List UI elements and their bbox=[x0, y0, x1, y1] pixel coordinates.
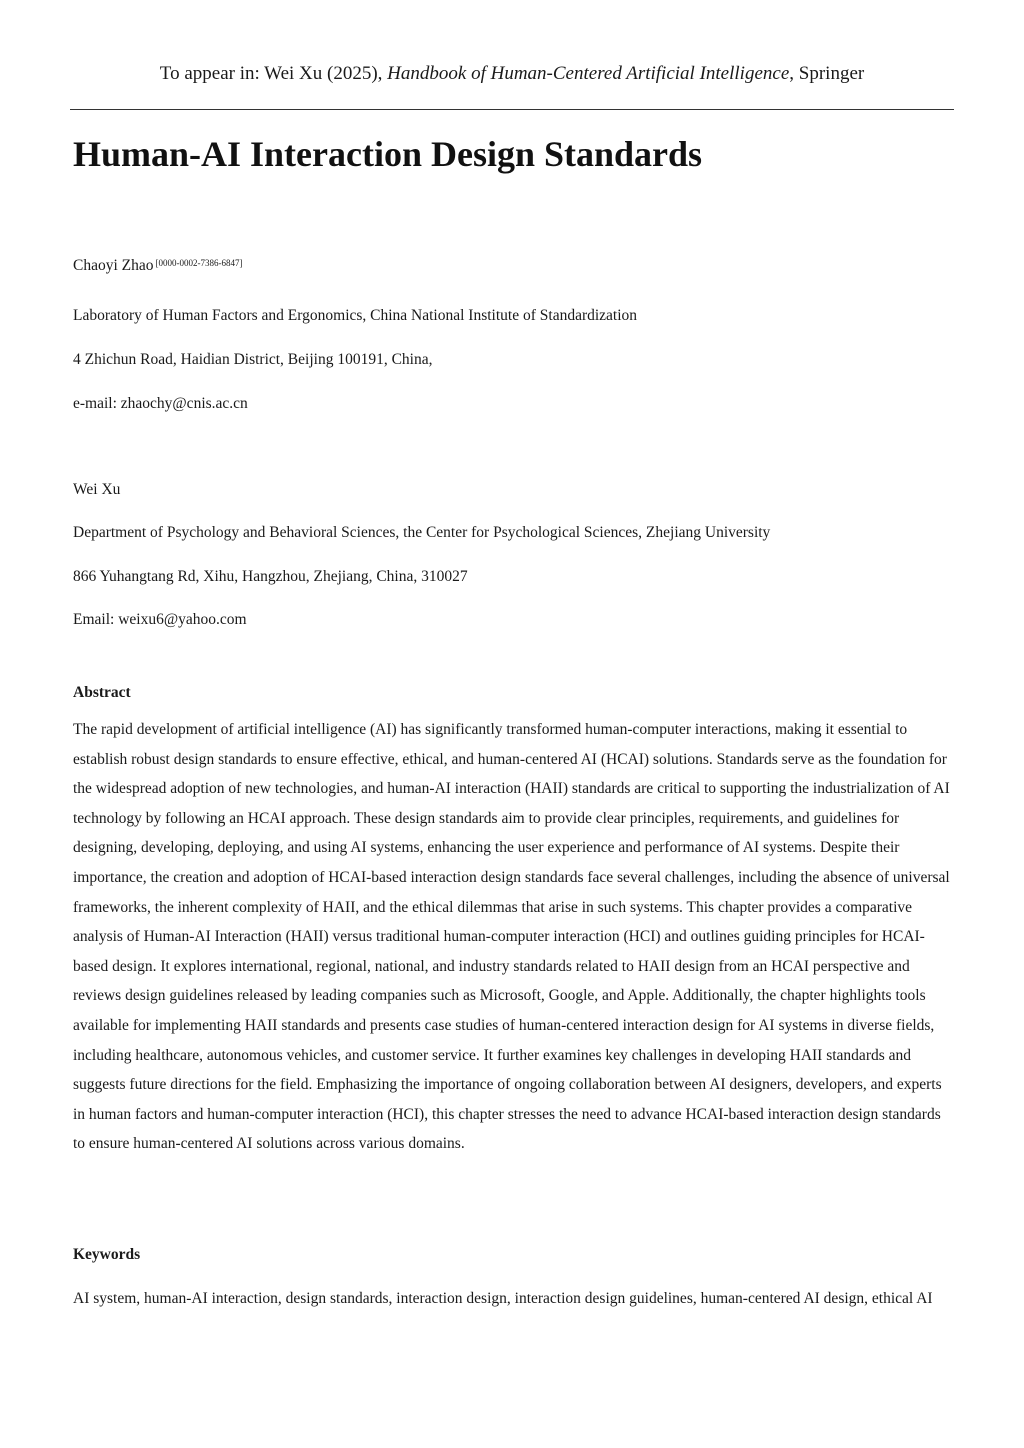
abstract-heading: Abstract bbox=[73, 684, 131, 701]
header-suffix: , Springer bbox=[789, 63, 865, 84]
page-title: Human-AI Interaction Design Standards bbox=[73, 134, 703, 174]
author-1-name: Chaoyi Zhao bbox=[73, 257, 154, 274]
author-2-name: Wei Xu bbox=[73, 481, 121, 498]
author-2-address: 866 Yuhangtang Rd, Xihu, Hangzhou, Zhejiang, China, 310027 bbox=[73, 568, 468, 585]
author-1-email: e-mail: zhaochy@cnis.ac.cn bbox=[73, 395, 248, 412]
author-1-orcid: [0000-0002-7386-6847] bbox=[155, 258, 243, 268]
author-1-address: 4 Zhichun Road, Haidian District, Beijing 100191, China, bbox=[73, 351, 433, 368]
author-1-affiliation: Laboratory of Human Factors and Ergonomics, China National Institute of Standardization bbox=[73, 307, 638, 324]
header-book-title: Handbook of Human-Centered Artificial Intelligence bbox=[387, 63, 790, 84]
header-prefix: To appear in: Wei Xu (2025), bbox=[159, 63, 388, 84]
author-2-affiliation: Department of Psychology and Behavioral Sciences, the Center for Psychological Sciences, Zhejiang University bbox=[73, 524, 771, 541]
keywords-body: AI system, human-AI interaction, design standards, interaction design, interaction design guidelines, human-centered AI design, ethical AI bbox=[73, 1290, 933, 1307]
author-2-email: Email: weixu6@yahoo.com bbox=[73, 611, 247, 628]
header-divider bbox=[70, 109, 954, 110]
publication-header bbox=[0, 62, 1024, 86]
abstract-body: The rapid development of artificial intelligence (AI) has significantly transformed human-computer interactions, making it essential to establish robust design standards to ensure effective, ethical, and human-centered AI (HCAI) solutions. Standards serve as the foundation for the widespread adoption of new technologies, and human-AI interaction (HAII) standards are critical to supporting the industrialization of AI technology by following an HCAI approach. These design standards aim to provide clear principles, requirements, and guidelines for designing, developing, deploying, and using AI systems, enhancing the user experience and performance of AI systems. Despite their importance, the creation and adoption of HCAI-based interaction design standards face several challenges, including the absence of universal frameworks, the inherent complexity of HAII, and the ethical dilemmas that arise in such systems. This chapter provides a comparative analysis of Human-AI Interaction (HAII) versus traditional human-computer interaction (HCI) and outlines guiding principles for HCAI-based design. It explores international, regional, national, and industry standards related to HAII design from an HCAI perspective and reviews design guidelines released by leading companies such as Microsoft, Google, and Apple. Additionally, the chapter highlights tools available for implementing HAII standards and presents case studies of human-centered interaction design for AI systems in diverse fields, including healthcare, autonomous vehicles, and customer service. It further examines key challenges in developing HAII standards and suggests future directions for the field. Emphasizing the importance of ongoing collaboration between AI designers, developers, and experts in human factors and human-computer interaction (HCI), this chapter stresses the need to advance HCAI-based interaction design standards to ensure human-centered AI solutions across various domains. bbox=[73, 721, 950, 1153]
keywords-heading: Keywords bbox=[73, 1246, 141, 1263]
author-1-name-line bbox=[73, 256, 243, 277]
